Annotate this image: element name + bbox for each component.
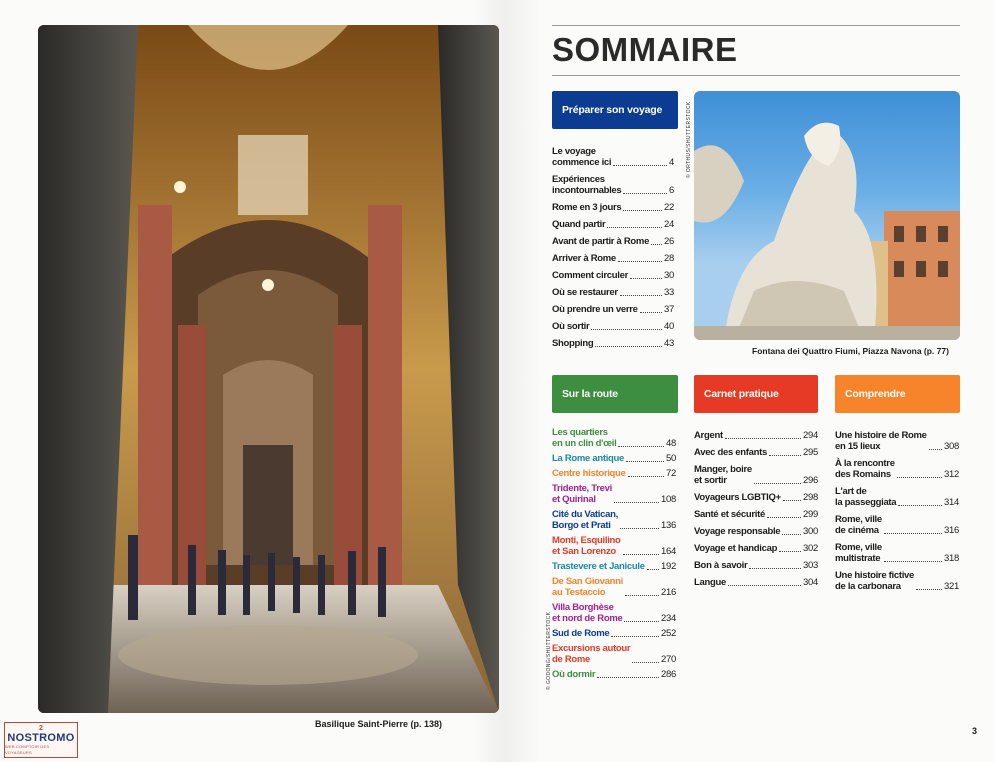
toc-leader-dots	[623, 210, 662, 211]
toc-leader-dots	[597, 677, 659, 678]
toc-entry-title: Avant de partir à Rome	[552, 236, 650, 247]
toc-sur-la-route	[552, 427, 676, 684]
toc-entry[interactable]	[835, 486, 959, 508]
toc-entry-page: 300	[803, 526, 818, 537]
toc-entry[interactable]	[552, 535, 676, 557]
toc-entry-title: La Rome antique	[552, 453, 625, 464]
toc-entry[interactable]	[694, 543, 818, 554]
toc-entry-page: 312	[944, 469, 959, 480]
toc-entry[interactable]	[552, 509, 676, 531]
toc-entry-title: Langue	[694, 577, 726, 588]
toc-entry[interactable]	[552, 468, 676, 479]
toc-leader-dots	[916, 589, 942, 590]
toc-entry-title: Excursions autour de Rome	[552, 643, 631, 665]
toc-entry-title: Cité du Vatican, Borgo et Prati	[552, 509, 618, 531]
toc-entry-title: Une histoire fictive de la carbonara	[835, 570, 914, 592]
toc-leader-dots	[620, 528, 659, 529]
toc-entry-title: Avec des enfants	[694, 447, 767, 458]
toc-comprendre	[835, 430, 959, 598]
title-rule-bottom	[552, 75, 960, 76]
toc-entry-page: 192	[661, 561, 676, 572]
toc-leader-dots	[628, 476, 664, 477]
title-rule-top	[552, 25, 960, 26]
toc-entry-page: 316	[944, 525, 959, 536]
toc-entry[interactable]	[552, 453, 676, 464]
toc-leader-dots	[613, 165, 667, 166]
toc-entry-title: Shopping	[552, 338, 594, 349]
toc-entry-page: 30	[664, 270, 674, 281]
toc-entry-title: Trastevere et Janicule	[552, 561, 645, 572]
right-photo-credit: © ORTHUS/SHUTTERSTOCK	[686, 101, 692, 178]
toc-entry-page: 234	[661, 613, 676, 624]
toc-leader-dots	[651, 244, 662, 245]
toc-entry-title: Monti, Esquilino et San Lorenzo	[552, 535, 621, 557]
logo-top: 2	[39, 724, 43, 732]
toc-entry[interactable]	[835, 570, 959, 592]
toc-entry-title: Bon à savoir	[694, 560, 748, 571]
toc-entry-page: 50	[666, 453, 676, 464]
toc-entry[interactable]	[552, 483, 676, 505]
toc-entry[interactable]	[552, 561, 676, 572]
toc-entry[interactable]	[835, 542, 959, 564]
toc-entry[interactable]	[552, 202, 674, 213]
toc-entry-page: 216	[661, 587, 676, 598]
toc-leader-dots	[897, 477, 942, 478]
toc-entry-title: Rome en 3 jours	[552, 202, 622, 213]
toc-entry-title: Où prendre un verre	[552, 304, 638, 315]
toc-leader-dots	[728, 585, 801, 586]
toc-leader-dots	[595, 346, 662, 347]
toc-entry-page: 4	[669, 157, 674, 168]
toc-entry-page: 303	[803, 560, 818, 571]
toc-entry[interactable]	[552, 427, 676, 449]
toc-leader-dots	[618, 261, 662, 262]
toc-entry-title: Sud de Rome	[552, 628, 610, 639]
page-number: 3	[972, 726, 978, 736]
toc-entry[interactable]	[694, 577, 818, 588]
toc-entry[interactable]	[552, 628, 676, 639]
toc-leader-dots	[754, 483, 801, 484]
toc-entry[interactable]	[552, 321, 674, 332]
page-title: SOMMAIRE	[552, 31, 738, 68]
toc-leader-dots	[640, 312, 662, 313]
toc-leader-dots	[725, 438, 801, 439]
toc-entry[interactable]	[552, 146, 674, 168]
toc-entry[interactable]	[552, 669, 676, 680]
toc-entry-page: 72	[666, 468, 676, 479]
toc-entry[interactable]	[552, 174, 674, 196]
toc-leader-dots	[611, 636, 659, 637]
toc-entry-title: Argent	[694, 430, 723, 441]
toc-entry-page: 295	[803, 447, 818, 458]
toc-entry-title: Expériences incontournables	[552, 174, 622, 196]
toc-leader-dots	[614, 502, 659, 503]
toc-entry-page: 270	[661, 654, 676, 665]
toc-entry-title: Le voyage commence ici	[552, 146, 612, 168]
toc-entry[interactable]	[694, 560, 818, 571]
toc-leader-dots	[769, 455, 801, 456]
toc-entry-title: Où se restaurer	[552, 287, 618, 298]
toc-leader-dots	[623, 554, 659, 555]
logo-name: NOSTROMO	[7, 731, 75, 744]
toc-entry-page: 48	[666, 438, 676, 449]
toc-entry-page: 164	[661, 546, 676, 557]
toc-entry[interactable]	[694, 526, 818, 537]
toc-entry[interactable]	[552, 287, 674, 298]
toc-entry-title: Manger, boire et sortir	[694, 464, 752, 486]
toc-entry-page: 6	[669, 185, 674, 196]
toc-entry-title: Où dormir	[552, 669, 596, 680]
toc-entry-title: Quand partir	[552, 219, 606, 230]
toc-entry-page: 296	[803, 475, 818, 486]
toc-preparer	[552, 146, 674, 355]
toc-leader-dots	[767, 517, 801, 518]
toc-entry[interactable]	[694, 509, 818, 520]
toc-leader-dots	[591, 329, 662, 330]
toc-leader-dots	[647, 569, 659, 570]
toc-leader-dots	[884, 533, 942, 534]
toc-entry[interactable]	[694, 447, 818, 458]
toc-entry[interactable]	[835, 430, 959, 452]
toc-entry-title: Rome, ville de cinéma	[835, 514, 882, 536]
toc-entry-page: 314	[944, 497, 959, 508]
toc-entry[interactable]	[552, 643, 676, 665]
toc-entry[interactable]	[552, 576, 676, 598]
fountain-photo	[694, 91, 960, 340]
toc-entry[interactable]	[552, 219, 674, 230]
toc-entry-page: 40	[664, 321, 674, 332]
toc-entry[interactable]	[552, 338, 674, 349]
toc-entry[interactable]	[552, 253, 674, 264]
toc-entry-page: 43	[664, 338, 674, 349]
toc-leader-dots	[779, 551, 801, 552]
toc-leader-dots	[607, 227, 662, 228]
toc-entry-page: 298	[803, 492, 818, 503]
toc-entry-title: Comment circuler	[552, 270, 628, 281]
section-comprendre[interactable]: Comprendre	[835, 375, 960, 413]
toc-leader-dots	[783, 500, 801, 501]
toc-entry-title: Arriver à Rome	[552, 253, 616, 264]
toc-entry-page: 22	[664, 202, 674, 213]
toc-leader-dots	[626, 461, 664, 462]
toc-entry-page: 318	[944, 553, 959, 564]
toc-leader-dots	[632, 662, 659, 663]
toc-leader-dots	[618, 446, 664, 447]
toc-entry-title: Où sortir	[552, 321, 590, 332]
toc-leader-dots	[625, 595, 659, 596]
toc-leader-dots	[898, 505, 942, 506]
toc-entry-page: 26	[664, 236, 674, 247]
toc-entry-page: 286	[661, 669, 676, 680]
toc-leader-dots	[782, 534, 801, 535]
toc-entry-page: 308	[944, 441, 959, 452]
toc-entry-title: Centre historique	[552, 468, 626, 479]
toc-entry[interactable]	[552, 602, 676, 624]
toc-entry-page: 28	[664, 253, 674, 264]
toc-entry[interactable]	[694, 492, 818, 503]
section-preparer[interactable]: Préparer son voyage	[552, 91, 678, 129]
section-sur-la-route[interactable]: Sur la route	[552, 375, 678, 413]
toc-entry[interactable]	[552, 236, 674, 247]
basilica-photo	[38, 25, 499, 713]
toc-entry-page: 299	[803, 509, 818, 520]
toc-leader-dots	[623, 193, 667, 194]
section-carnet-pratique[interactable]: Carnet pratique	[694, 375, 818, 413]
nostromo-logo	[4, 722, 78, 758]
toc-entry-title: Voyage responsable	[694, 526, 781, 537]
toc-entry[interactable]	[835, 514, 959, 536]
toc-entry-title: Une histoire de Rome en 15 lieux	[835, 430, 927, 452]
toc-entry-page: 252	[661, 628, 676, 639]
toc-entry-page: 304	[803, 577, 818, 588]
toc-entry-page: 33	[664, 287, 674, 298]
toc-entry-page: 37	[664, 304, 674, 315]
toc-entry[interactable]	[552, 270, 674, 281]
toc-entry[interactable]	[552, 304, 674, 315]
toc-entry-title: À la rencontre des Romains	[835, 458, 895, 480]
toc-leader-dots	[929, 449, 942, 450]
toc-entry-page: 294	[803, 430, 818, 441]
left-photo-caption: Basilique Saint-Pierre (p. 138)	[315, 719, 443, 729]
toc-carnet-pratique	[694, 430, 818, 594]
toc-entry[interactable]	[694, 464, 818, 486]
toc-entry-title: Voyageurs LGBTIQ+	[694, 492, 781, 503]
toc-entry-title: Voyage et handicap	[694, 543, 778, 554]
toc-leader-dots	[749, 568, 801, 569]
toc-leader-dots	[620, 295, 662, 296]
toc-leader-dots	[630, 278, 662, 279]
toc-entry-title: Les quartiers en un clin d'œil	[552, 427, 617, 449]
toc-entry-title: Villa Borghèse et nord de Rome	[552, 602, 623, 624]
toc-entry-page: 302	[803, 543, 818, 554]
toc-entry-page: 24	[664, 219, 674, 230]
logo-tagline: WEB COMPTOIR DES VOYAGEURS	[5, 743, 50, 755]
toc-entry[interactable]	[694, 430, 818, 441]
toc-entry-title: Rome, ville multistrate	[835, 542, 882, 564]
left-photo-credit: © GODONG/SHUTTERSTOCK	[546, 611, 552, 690]
toc-entry-page: 321	[944, 581, 959, 592]
toc-leader-dots	[884, 561, 942, 562]
toc-entry-page: 136	[661, 520, 676, 531]
toc-entry[interactable]	[835, 458, 959, 480]
toc-entry-title: Santé et sécurité	[694, 509, 765, 520]
toc-leader-dots	[624, 621, 659, 622]
right-photo-caption: Fontana dei Quattro Fiumi, Piazza Navona (p. 77)	[752, 346, 949, 356]
toc-entry-title: L'art de la passeggiata	[835, 486, 897, 508]
toc-entry-title: De San Giovanni au Testaccio	[552, 576, 623, 598]
toc-entry-title: Tridente, Trevi et Quirinal	[552, 483, 612, 505]
toc-entry-page: 108	[661, 494, 676, 505]
